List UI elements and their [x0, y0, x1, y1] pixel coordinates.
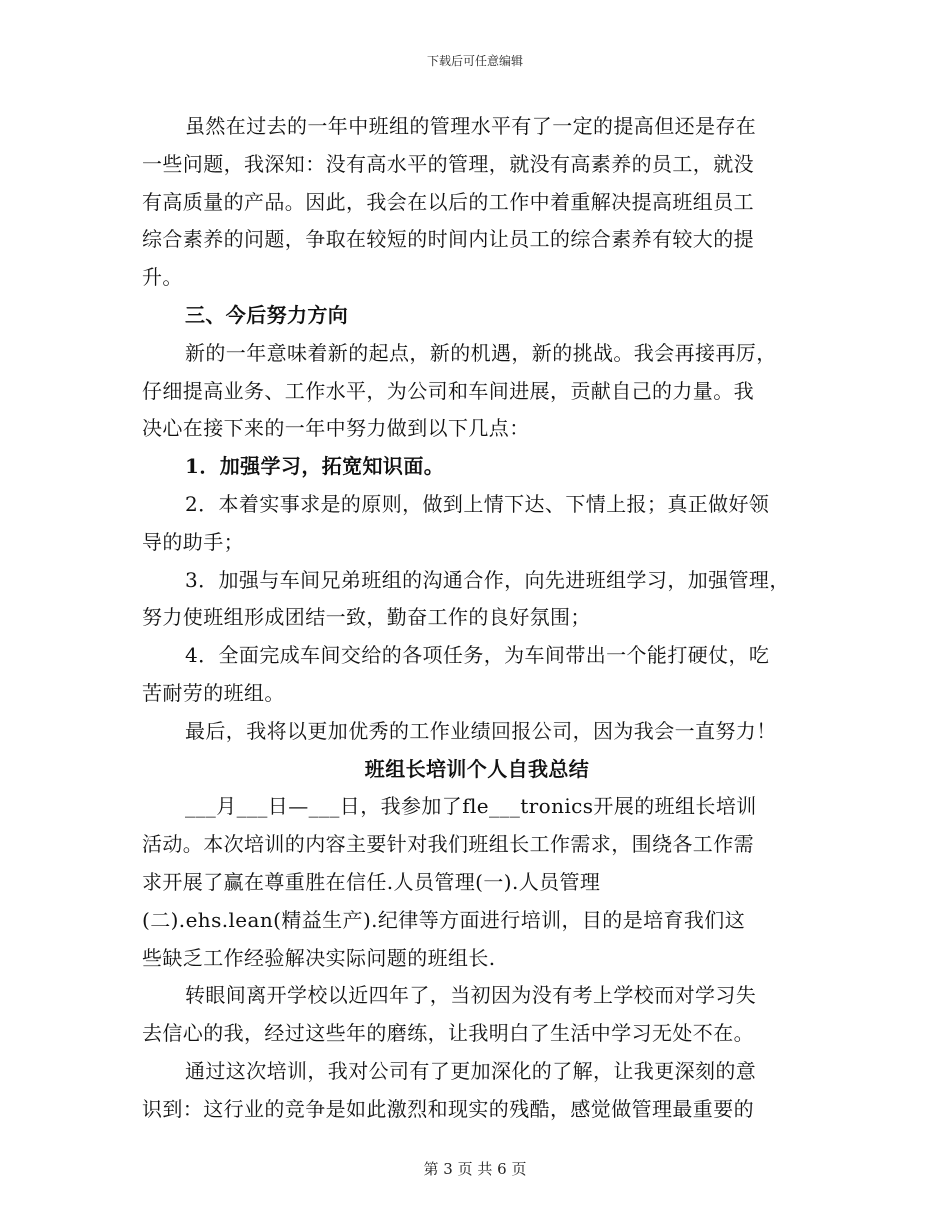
paragraph-line: (二).ehs.lean(精益生产).纪律等方面进行培训，目的是培育我们这 — [142, 907, 746, 932]
paragraph-line: 最后，我将以更加优秀的工作业绩回报公司，因为我会一直努力！ — [185, 718, 777, 743]
paragraph-line: 升。 — [142, 265, 183, 290]
paragraph-line: 通过这次培训，我对公司有了更加深化的了解，让我更深刻的意 — [185, 1058, 757, 1083]
paragraph-line: 转眼间离开学校以近四年了，当初因为没有考上学校而对学习失 — [185, 983, 757, 1008]
paragraph-line: 活动。本次培训的内容主要针对我们班组长工作需求，围绕各工作需 — [142, 832, 754, 857]
list-item-line: 2．本着实事求是的原则，做到上情下达、下情上报；真正做好领 — [185, 491, 770, 516]
paragraph-line: 综合素养的问题，争取在较短的时间内让员工的综合素养有较大的提 — [142, 227, 754, 252]
document-title: 班组长培训个人自我总结 — [364, 756, 590, 781]
paragraph-line: 一些问题，我深知：没有高水平的管理，就没有高素养的员工，就没 — [142, 151, 754, 176]
paragraph-line: ___月___日—___日，我参加了fle___tronics开展的班组长培训 — [185, 794, 757, 819]
paragraph-line: 识到：这行业的竞争是如此激烈和现实的残酷，感觉做管理最重要的 — [142, 1096, 754, 1121]
paragraph-line: 决心在接下来的一年中努力做到以下几点： — [142, 416, 530, 441]
list-item-heading: 1．加强学习，拓宽知识面。 — [185, 454, 445, 479]
paragraph-line: 去信心的我，经过这些年的磨练，让我明白了生活中学习无处不在。 — [142, 1021, 754, 1046]
list-item-line: 苦耐劳的班组。 — [142, 680, 285, 705]
paragraph-line: 虽然在过去的一年中班组的管理水平有了一定的提高但还是存在 — [185, 114, 757, 138]
paragraph-line: 仔细提高业务、工作水平，为公司和车间进展，贡献自己的力量。我 — [142, 378, 754, 403]
paragraph-line: 有高质量的产品。因此，我会在以后的工作中着重解决提高班组员工 — [142, 189, 754, 214]
paragraph-line: 新的一年意味着新的起点，新的机遇，新的挑战。我会再接再厉， — [185, 340, 777, 365]
section-heading: 三、今后努力方向 — [185, 302, 349, 327]
list-item-line: 3．加强与车间兄弟班组的沟通合作，向先进班组学习，加强管理， — [185, 567, 790, 592]
paragraph-line: 些缺乏工作经验解决实际问题的班组长. — [142, 945, 496, 970]
list-item-line: 4．全面完成车间交给的各项任务，为车间带出一个能打硬仗，吃 — [185, 643, 770, 668]
list-item-line: 努力使班组形成团结一致，勤奋工作的良好氛围； — [142, 605, 591, 630]
document-body — [142, 108, 812, 1129]
paragraph-line: 求开展了赢在尊重胜在信任.人员管理(一).人员管理 — [142, 869, 601, 894]
list-item-line: 导的助手； — [142, 529, 244, 554]
page-number-footer: 第 3 页 共 6 页 — [423, 1160, 527, 1178]
page-header-note: 下载后可任意编辑 — [426, 54, 523, 68]
